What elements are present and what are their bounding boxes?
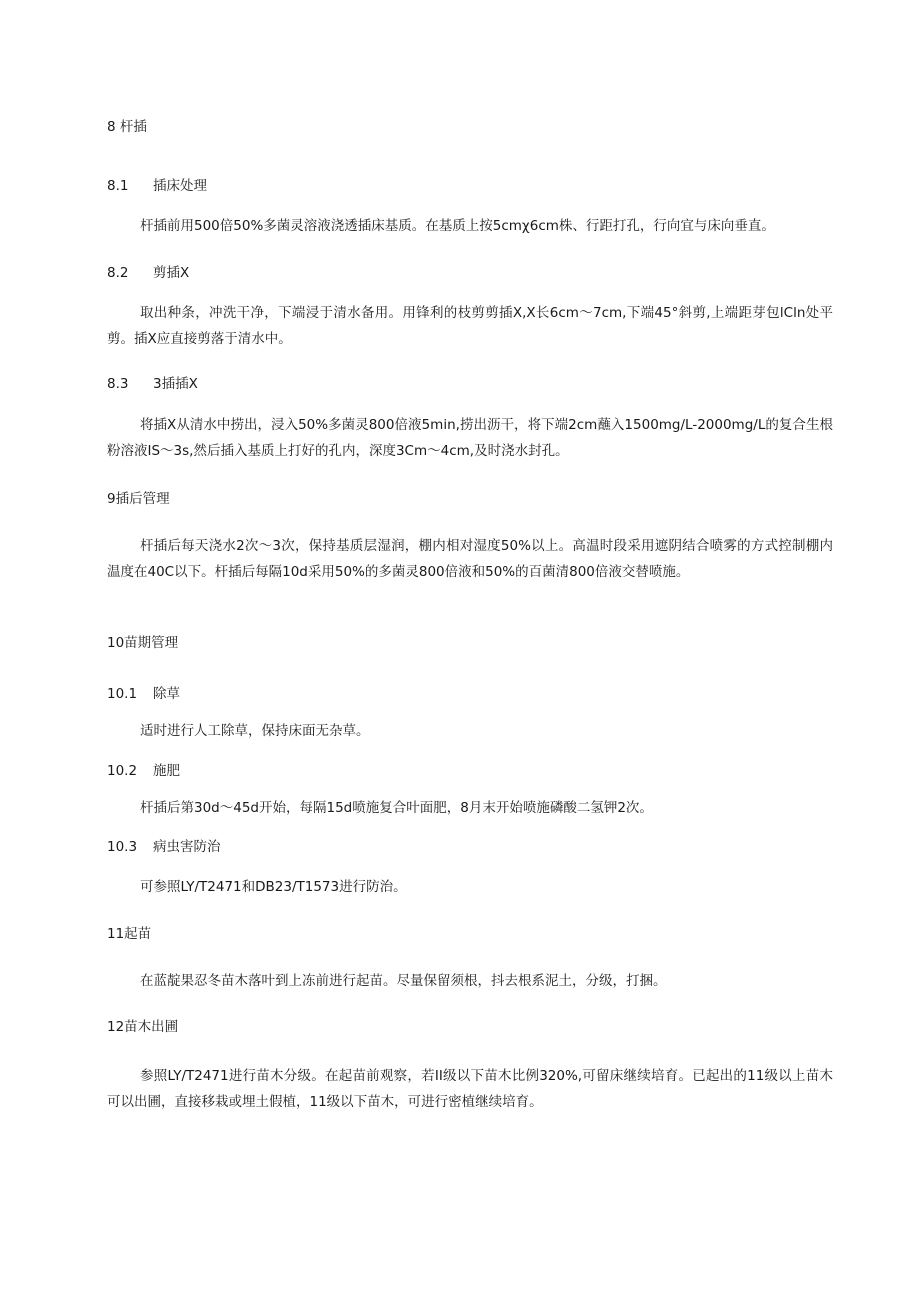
section-8-2-title: 剪插X (153, 265, 190, 281)
section-10-2-number: 10.2 (107, 763, 138, 779)
section-10-3-heading (107, 837, 221, 857)
section-9-heading: 9插后管理 (107, 491, 170, 507)
section-10-3-paragraph: 可参照LY/T2471和DB23/T1573进行防治。 (140, 879, 407, 895)
section-11-heading: 11起苗 (107, 926, 152, 942)
section-8-3-heading (107, 374, 198, 394)
section-8-1-number: 8.1 (107, 178, 129, 194)
section-10-1-number: 10.1 (107, 686, 138, 702)
section-10-2-paragraph: 杆插后第30d～45d开始，每隔15d喷施复合叶面肥，8月末开始喷施磷酸二氢钾2次。 (140, 800, 653, 816)
section-8-2-heading (107, 263, 189, 283)
section-10-3-number: 10.3 (107, 839, 138, 855)
section-12-heading: 12苗木出圃 (107, 1019, 179, 1035)
section-10-1-paragraph: 适时进行人工除草，保持床面无杂草。 (140, 723, 370, 739)
section-10-2-heading (107, 761, 180, 781)
section-8-1-heading (107, 176, 207, 196)
section-9-paragraph: 杆插后每天浇水2次～3次，保持基质层湿润，棚内相对湿度50%以上。高温时段采用遮阴结合喷雾的方式控制棚内温度在40C以下。杆插后每隔10d采用50%的多菌灵800倍液和50%的百菌清800倍液交替喷施。 (107, 538, 833, 580)
section-8-3-number: 8.3 (107, 376, 129, 392)
section-8-2-number: 8.2 (107, 265, 129, 281)
section-8-1-title: 插床处理 (153, 178, 207, 194)
section-8-1-paragraph: 杆插前用500倍50%多菌灵溶液浇透插床基质。在基质上按5cmχ6cm株、行距打孔，行向宜与床向垂直。 (140, 218, 775, 234)
section-8-2-paragraph: 取出种条，冲洗干净，下端浸于清水备用。用锋利的枝剪剪插X,X长6cm～7cm,下端45°斜剪,上端距芽包lCln处平剪。插X应直接剪落于清水中。 (107, 305, 833, 347)
section-10-1-title: 除草 (153, 686, 180, 702)
section-8-3-paragraph: 将插X从清水中捞出，浸入50%多菌灵800倍液5min,捞出沥干，将下端2cm蘸入1500mg∕L-2000mg/L的复合生根粉溶液IS～3s,然后插入基质上打好的孔内，深度3Cm～4cm,及时浇水封孔。 (107, 417, 833, 459)
section-8-heading: 8 杆插 (107, 119, 147, 135)
section-10-heading: 10苗期管理 (107, 635, 179, 651)
section-10-2-title: 施肥 (153, 763, 180, 779)
section-10-3-title: 病虫害防治 (153, 839, 221, 855)
section-10-1-heading (107, 684, 180, 704)
section-11-paragraph: 在蓝靛果忍冬苗木落叶到上冻前进行起苗。尽量保留须根，抖去根系泥土，分级，打捆。 (140, 973, 667, 989)
section-8-3-title: 3插插X (153, 376, 198, 392)
section-12-paragraph: 参照LY/T2471进行苗木分级。在起苗前观察，若II级以下苗木比例320%,可留床继续培育。已起出的11级以上苗木可以出圃，直接移栽或埋土假植，11级以下苗木，可进行密植继续培育。 (107, 1068, 833, 1110)
